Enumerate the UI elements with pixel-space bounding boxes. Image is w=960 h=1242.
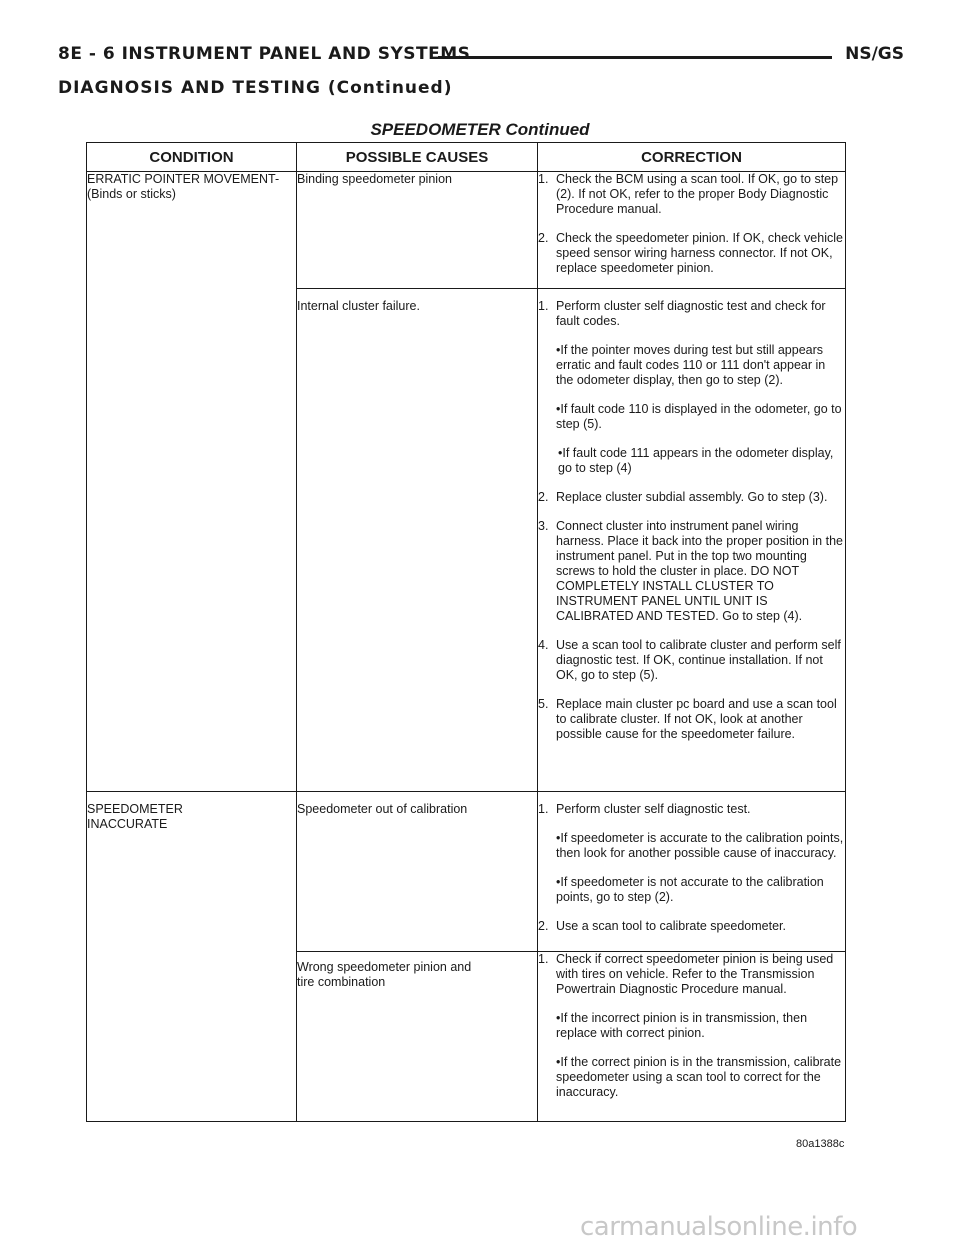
step-text: Perform cluster self diagnostic test. [556,802,751,816]
step-text: Replace main cluster pc board and use a scan tool to calibrate cluster. If not OK, look at another possible cause for the speedometer failure. [556,697,837,741]
correction-bullet: •If speedometer is accurate to the calibration points, then look for another possible cause of inaccuracy. [556,831,844,860]
step-number: 1. [538,802,549,816]
step-number: 4. [538,638,549,652]
correction-bullet: •If the pointer moves during test but still appears erratic and fault codes 110 or 111 don't appear in the odometer display, then go to step (2). [556,343,826,387]
correction-step [538,919,845,934]
page-header [28,44,932,74]
step-text: Replace cluster subdial assembly. Go to step (3). [556,490,828,504]
cause-cell [297,172,538,289]
correction-bullet: •If speedometer is not accurate to the calibration points, go to step (2). [556,875,824,904]
correction-bullet: •If fault code 111 appears in the odometer display, go to step (4) [558,446,834,475]
diagnosis-table [86,142,846,1122]
section-title: DIAGNOSIS AND TESTING (Continued) [58,78,453,98]
step-number: 1. [538,172,549,186]
header-rule [438,56,832,59]
table-row [87,792,846,952]
step-text: Perform cluster self diagnostic test and check for fault codes. [556,299,826,328]
step-number: 1. [538,952,549,966]
condition-text: ERRATIC POINTER MOVEMENT- (Binds or sticks) [87,172,280,201]
correction-cell [538,172,846,289]
correction-step [538,697,845,742]
correction-bullet: •If the incorrect pinion is in transmission, then replace with correct pinion. [556,1011,808,1040]
correction-step [538,519,845,624]
cause-cell [297,792,538,952]
correction-step [538,802,845,817]
correction-step [538,231,845,276]
step-number: 3. [538,519,549,533]
correction-cell [538,289,846,792]
step-number: 1. [538,299,549,313]
watermark: carmanualsonline.info [580,1212,858,1242]
step-number: 2. [538,490,549,504]
table-header-row [87,143,846,172]
correction-step [538,299,845,329]
step-text: Use a scan tool to calibrate speedometer. [556,919,786,933]
condition-cell [87,172,297,792]
correction-step [538,638,845,683]
correction-bullet: •If fault code 110 is displayed in the odometer, go to step (5). [556,402,842,431]
correction-cell [538,952,846,1122]
step-number: 2. [538,919,549,933]
cause-text: Wrong speedometer pinion and tire combination [297,960,472,989]
model-code: NS/GS [845,44,904,64]
step-number: 2. [538,231,549,245]
step-text: Check if correct speedometer pinion is being used with tires on vehicle. Refer to the Transmission Powertrain Diagnostic Procedure manual. [556,952,834,996]
table-row [87,172,846,289]
correction-step [538,952,845,997]
step-number: 5. [538,697,549,711]
cause-text: Speedometer out of calibration [297,802,468,816]
table-title: SPEEDOMETER Continued [370,120,590,139]
correction-step [538,490,845,505]
cause-cell [297,952,538,1122]
step-text: Check the speedometer pinion. If OK, check vehicle speed sensor wiring harness connector. If not OK, replace speedometer pinion. [556,231,843,275]
cause-cell [297,289,538,792]
correction-cell [538,792,846,952]
step-text: Connect cluster into instrument panel wiring harness. Place it back into the proper position in the instrument panel. Put in the top two mounting screws to hold the cluster in place. DO NOT COMPLETELY INSTALL CLUSTER TO INSTRUMENT PANEL UNTIL UNIT IS CALIBRATED AND TESTED. Go to step (4). [556,519,843,623]
cause-text: Binding speedometer pinion [297,172,452,186]
column-header-correction: CORRECTION [538,143,846,172]
condition-cell [87,792,297,1122]
section-code: 8E - 6 INSTRUMENT PANEL AND SYSTEMS [58,44,471,64]
step-text: Use a scan tool to calibrate cluster and perform self diagnostic test. If OK, continue installation. If not OK, go to step (5). [556,638,841,682]
step-text: Check the BCM using a scan tool. If OK, go to step (2). If not OK, refer to the proper Body Diagnostic Procedure manual. [556,172,839,216]
cause-text: Internal cluster failure. [297,299,420,313]
correction-bullet: •If the correct pinion is in the transmission, calibrate speedometer using a scan tool to correct for the inaccuracy. [556,1055,842,1099]
correction-step [538,172,845,217]
column-header-causes: POSSIBLE CAUSES [297,143,538,172]
condition-text: SPEEDOMETER INACCURATE [87,802,183,831]
figure-id: 80a1388c [796,1138,845,1150]
column-header-condition: CONDITION [87,143,297,172]
